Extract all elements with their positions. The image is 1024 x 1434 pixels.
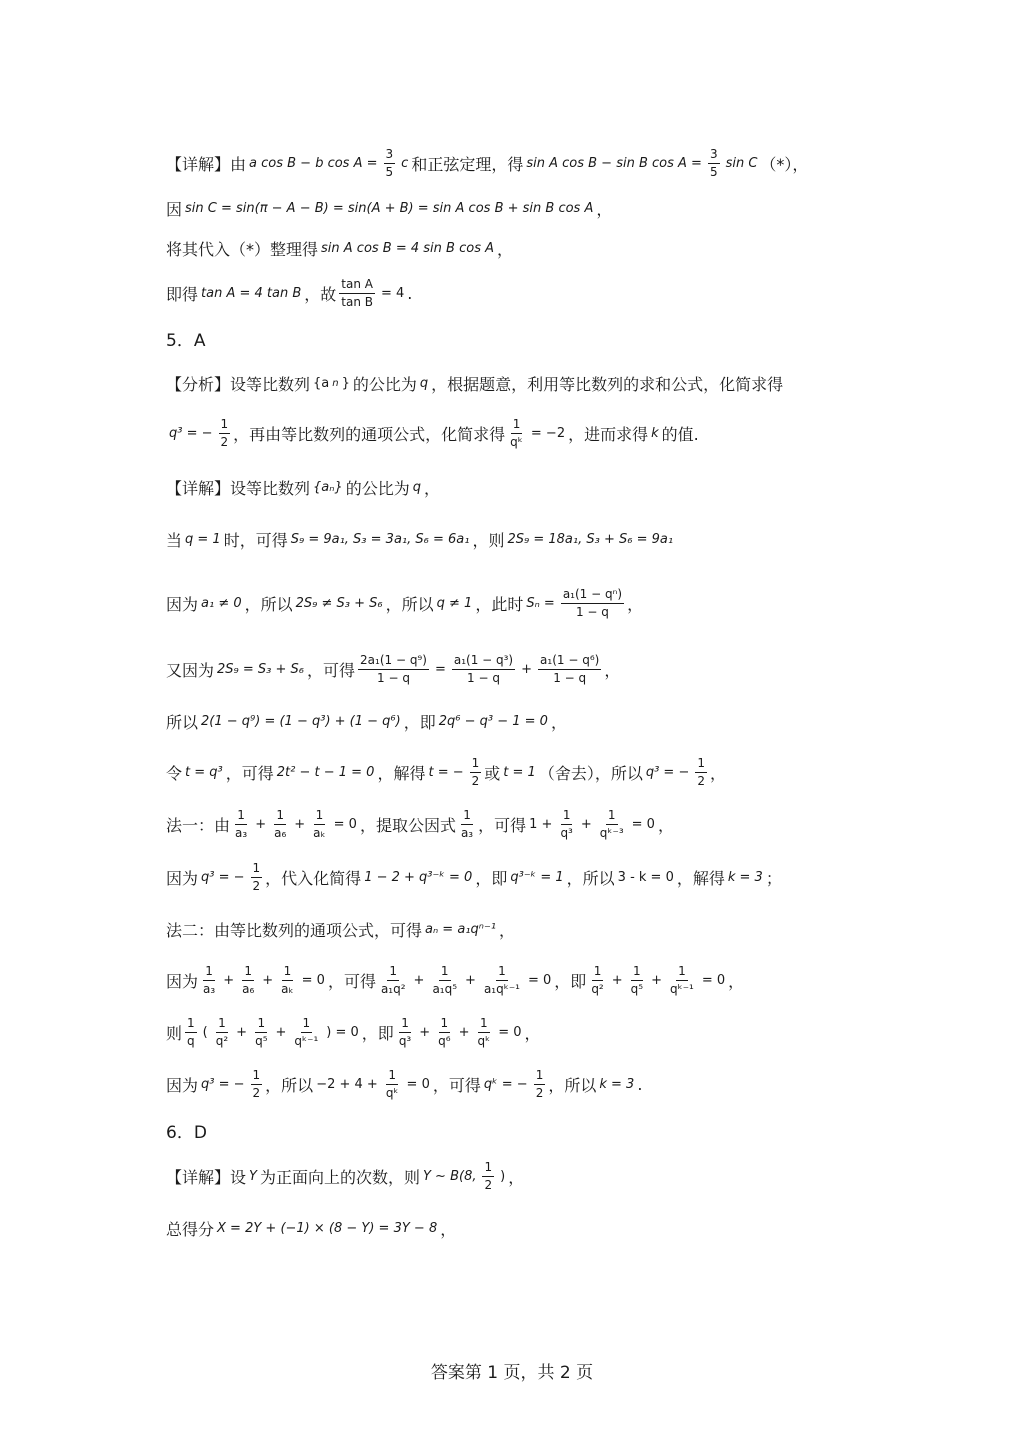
math: + [413,972,425,988]
math: = 0 [406,1076,430,1092]
text: ，可得 [307,660,356,680]
text: 则 [166,1023,183,1043]
detail-5-line-4 [166,649,620,689]
method-two-line-2 [166,960,744,1000]
text: 将其代入（*）整理得 [166,239,319,259]
text: ，解得 [676,868,725,888]
detail-5-line-3 [166,583,643,623]
method-two-line [166,909,515,949]
fraction: $\frac{1}{2}$ [252,1067,261,1100]
text: ，再由等比数列的通项公式，化简求得 [233,424,506,444]
math: sin C = sin(π − A − B) = sin(A + B) = sin A cos B + sin B cos A [185,200,594,216]
math: = 0 [498,1024,522,1040]
fraction: $\frac{1}{\text{qᵏ}}$ [477,1015,491,1048]
math: Y ~ B(8, [422,1168,477,1184]
fraction: $\frac{1}{\text{q³}}$ [560,807,573,840]
math: qᵏ = − [483,1076,528,1092]
math: a cos B − b cos A = [249,155,378,171]
text: ，解得 [377,763,426,783]
math: = [434,661,446,677]
math: = 0 [333,816,357,832]
fraction: $\frac{1}{\text{a₃}}$ [235,807,248,840]
method-two-line-4 [166,1064,642,1104]
text: ，代入化简得 [265,868,362,888]
text: 时，可得 [223,530,288,550]
detail-6-line-2 [166,1208,456,1248]
text: ，可得 [327,971,376,991]
math: k [651,425,659,441]
math: q³ = − [169,425,213,441]
text: 【详解】设 [166,1167,247,1187]
text: 法一：由 [166,815,231,835]
text: ， [657,815,674,835]
math: = 0 [528,972,552,988]
math: q ≠ 1 [436,595,473,611]
math: = −2 [530,425,566,441]
math: a₁ ≠ 0 [201,595,242,611]
text: 因为 [166,1075,199,1095]
analysis-line [166,363,783,403]
text: 的公比为 [352,374,417,394]
math: + [521,661,533,677]
text: 因为 [166,868,199,888]
text: ， [604,660,621,680]
text: ，此时 [475,594,524,614]
math: + [580,816,592,832]
text: ， [424,478,441,498]
question-5-answer [166,318,205,358]
text: 总得分 [166,1219,215,1239]
math: + [262,972,274,988]
fraction: $\frac{1}{\text{a₁q²}}$ [380,963,406,996]
text: ， [499,920,516,940]
text: 【分析】设等比数列 [166,374,311,394]
analysis-line-2 [166,413,699,453]
detail-line-2 [166,188,612,228]
fraction: $\frac{1}{2}$ [471,755,480,788]
math: 2t² − t − 1 = 0 [276,764,375,780]
text: ，可得 [478,815,527,835]
fraction: $\frac{1}{\text{aₖ}}$ [313,807,326,840]
text: ，可得 [432,1075,481,1095]
text: 和正弦定理，得 [411,154,524,174]
subscript: n [332,377,339,389]
math: t = − [428,764,464,780]
fraction: $\frac{1}{\text{q²}}$ [215,1015,229,1048]
math: + [611,972,623,988]
fraction: $\frac{1}{\text{qᵏ⁻¹}}$ [670,963,694,996]
math: S₉ = 9a₁, S₃ = 3a₁, S₆ = 6a₁ [290,531,470,547]
method-one-line [166,804,674,844]
detail-line-1 [166,143,808,183]
text: ，故 [304,284,337,304]
text: ，所以 [244,594,293,614]
text: ，所以 [385,594,434,614]
fraction: $\frac{\text{tan A}}{\text{tan B}}$ [341,276,373,309]
math: ) = 0 [326,1024,359,1040]
fraction: $\frac{1}{\text{qᵏ⁻¹}}$ [294,1015,319,1048]
math: + [223,972,235,988]
text: 因 [166,199,183,219]
math: + [651,972,662,988]
question-6-answer [166,1110,207,1150]
text: ， [728,971,745,991]
text: ， [508,1167,525,1187]
detail-5-line-6 [166,752,726,792]
text: 【详解】设等比数列 [166,478,311,498]
math: ) [500,1168,506,1184]
math: } [341,375,350,391]
math: q [412,479,421,495]
fraction: $\frac{1}{\text{a₁qᵏ⁻¹}}$ [483,963,520,996]
detail-line-4 [166,273,412,313]
fraction: $\frac{1}{\text{q⁵}}$ [255,1015,268,1048]
math: 3 - k = 0 [617,869,674,885]
text: 6．D [166,1122,207,1143]
text: 令 [166,763,183,783]
math: = 0 [701,972,726,988]
fraction: $\frac{3}{5}$ [709,146,718,179]
text: ，即 [475,868,508,888]
detail-line-3 [166,228,513,268]
math: Y [249,1168,257,1184]
fraction: $\frac{1}{2}$ [220,416,229,449]
fraction: $\frac{1}{\text{a₆}}$ [242,963,255,996]
text: ， [440,1219,457,1239]
math: + [465,972,476,988]
fraction: $\frac{1}{\text{q³}}$ [398,1015,412,1048]
text: 法二：由等比数列的通项公式，可得 [166,920,423,940]
text: ，所以 [566,868,615,888]
method-one-line-2 [166,857,782,897]
math: k = 3 [599,1076,635,1092]
math: + [419,1024,431,1040]
fraction: $\frac{\text{a₁(1 − q³)}}{1 - q}$ [453,652,514,685]
math: + [275,1024,287,1040]
text: ， [550,712,567,732]
math: tan A = 4 tan B [201,285,302,301]
text: ，可得 [225,763,274,783]
text: 【详解】由 [166,154,247,174]
text: ； [765,868,782,888]
text: 当 [166,530,183,550]
text: 的值. [661,424,699,444]
text: ，所以 [265,1075,314,1095]
text: ，则 [472,530,505,550]
text: ，根据题意，利用等比数列的求和公式，化简求得 [431,374,784,394]
math: + [255,816,267,832]
text: ， [497,239,514,259]
fraction: $\frac{1}{2}$ [697,755,705,788]
fraction: $\frac{1}{\text{a₃}}$ [203,963,216,996]
text: ，所以 [548,1075,597,1095]
math: sin A cos B = 4 sin B cos A [321,240,494,256]
detail-5-line-2 [166,519,676,559]
fraction: $\frac{1}{\text{aₖ}}$ [281,963,294,996]
math: 2(1 − q⁹) = (1 − q³) + (1 − q⁶) [201,713,401,729]
math: {aₙ} [313,479,343,495]
fraction: $\frac{1}{\text{qᵏ⁻³}}$ [599,807,624,840]
math: {a [313,375,330,391]
math: 2S₉ = S₃ + S₆ [217,661,304,677]
text: 所以 [166,712,199,732]
math: + [458,1024,470,1040]
fraction: $\frac{1}{\text{a₁q⁵}}$ [432,963,458,996]
text: ， [627,594,644,614]
math: sin C [725,155,758,171]
math: aₙ = a₁qⁿ⁻¹ [425,921,497,937]
text: ，提取公因式 [359,815,456,835]
fraction: $\frac{\text{2a₁(1 − q⁹)}}{1 - q}$ [360,652,427,685]
math: Sₙ = [526,595,555,611]
text: 又因为 [166,660,215,680]
text: ，进而求得 [568,424,649,444]
fraction: $\frac{1}{\text{qᵏ}}$ [510,416,523,449]
text: 或 [484,763,501,783]
method-two-line-3 [166,1012,541,1052]
text: ， [596,199,613,219]
math: = 0 [631,816,655,832]
math: t = 1 [503,764,536,780]
fraction: $\frac{1}{2}$ [484,1159,493,1192]
fraction: $\frac{1}{\text{a₆}}$ [274,807,287,840]
text: ， [524,1023,541,1043]
fraction: $\frac{1}{\text{a₃}}$ [460,807,474,840]
text: 因为 [166,971,199,991]
fraction: $\frac{3}{5}$ [385,146,394,179]
math: X = 2Y + (−1) × (8 − Y) = 3Y − 8 [217,1220,438,1236]
math: + [294,816,306,832]
detail-5-line-5 [166,701,567,741]
math: c [401,155,409,171]
fraction: $\frac{1}{\text{q²}}$ [591,963,604,996]
math: q = 1 [185,531,221,547]
math: q³ = − [645,764,690,780]
text: ， [709,763,726,783]
math: + [236,1024,248,1040]
text: 即得 [166,284,199,304]
text: ，即 [361,1023,394,1043]
text: ，即 [554,971,587,991]
math: = 4 [381,285,405,301]
text: 因为 [166,594,199,614]
text: . [637,1074,643,1094]
fraction: $\frac{1}{\text{q⁶}}$ [438,1015,451,1048]
fraction: $\frac{1}{2}$ [535,1067,544,1100]
text: 为正面向上的次数，则 [259,1167,420,1187]
fraction: $\frac{1}{2}$ [252,860,261,893]
math: sin A cos B − sin B cos A = [526,155,702,171]
fraction: $\frac{1}{q}$ [187,1015,195,1048]
math: 2S₉ ≠ S₃ + S₆ [295,595,383,611]
fraction: $\frac{\text{a₁(1 − qⁿ)}}{1 - q}$ [562,586,623,619]
text: （舍去），所以 [538,763,643,783]
text: （*）， [760,154,809,174]
page-footer: 答案第 1 页，共 2 页 [430,1363,594,1383]
math: q³ = − [201,1076,245,1092]
math: q³ = − [201,869,245,885]
math: ( [202,1024,208,1040]
math: = 0 [301,972,325,988]
fraction: $\frac{1}{\text{qᵏ}}$ [385,1067,399,1100]
detail-6-line-1 [166,1156,524,1196]
fraction: $\frac{\text{a₁(1 − q⁶)}}{1 - q}$ [540,652,600,685]
math: q³⁻ᵏ = 1 [510,869,564,885]
math: 1 − 2 + q³⁻ᵏ = 0 [364,869,473,885]
math: t = q³ [185,764,223,780]
math: 2S₉ = 18a₁, S₃ + S₆ = 9a₁ [507,531,674,547]
text: . [407,283,413,303]
text: 5．A [166,330,206,351]
math: −2 + 4 + [316,1076,378,1092]
math: 1 + [529,816,553,832]
detail-5-line-1 [166,467,440,507]
text: 的公比为 [345,478,410,498]
text: ，即 [403,712,436,732]
fraction: $\frac{1}{\text{q⁵}}$ [630,963,644,996]
math: 2q⁶ − q³ − 1 = 0 [438,713,548,729]
math: k = 3 [727,869,763,885]
math: q [419,375,429,391]
